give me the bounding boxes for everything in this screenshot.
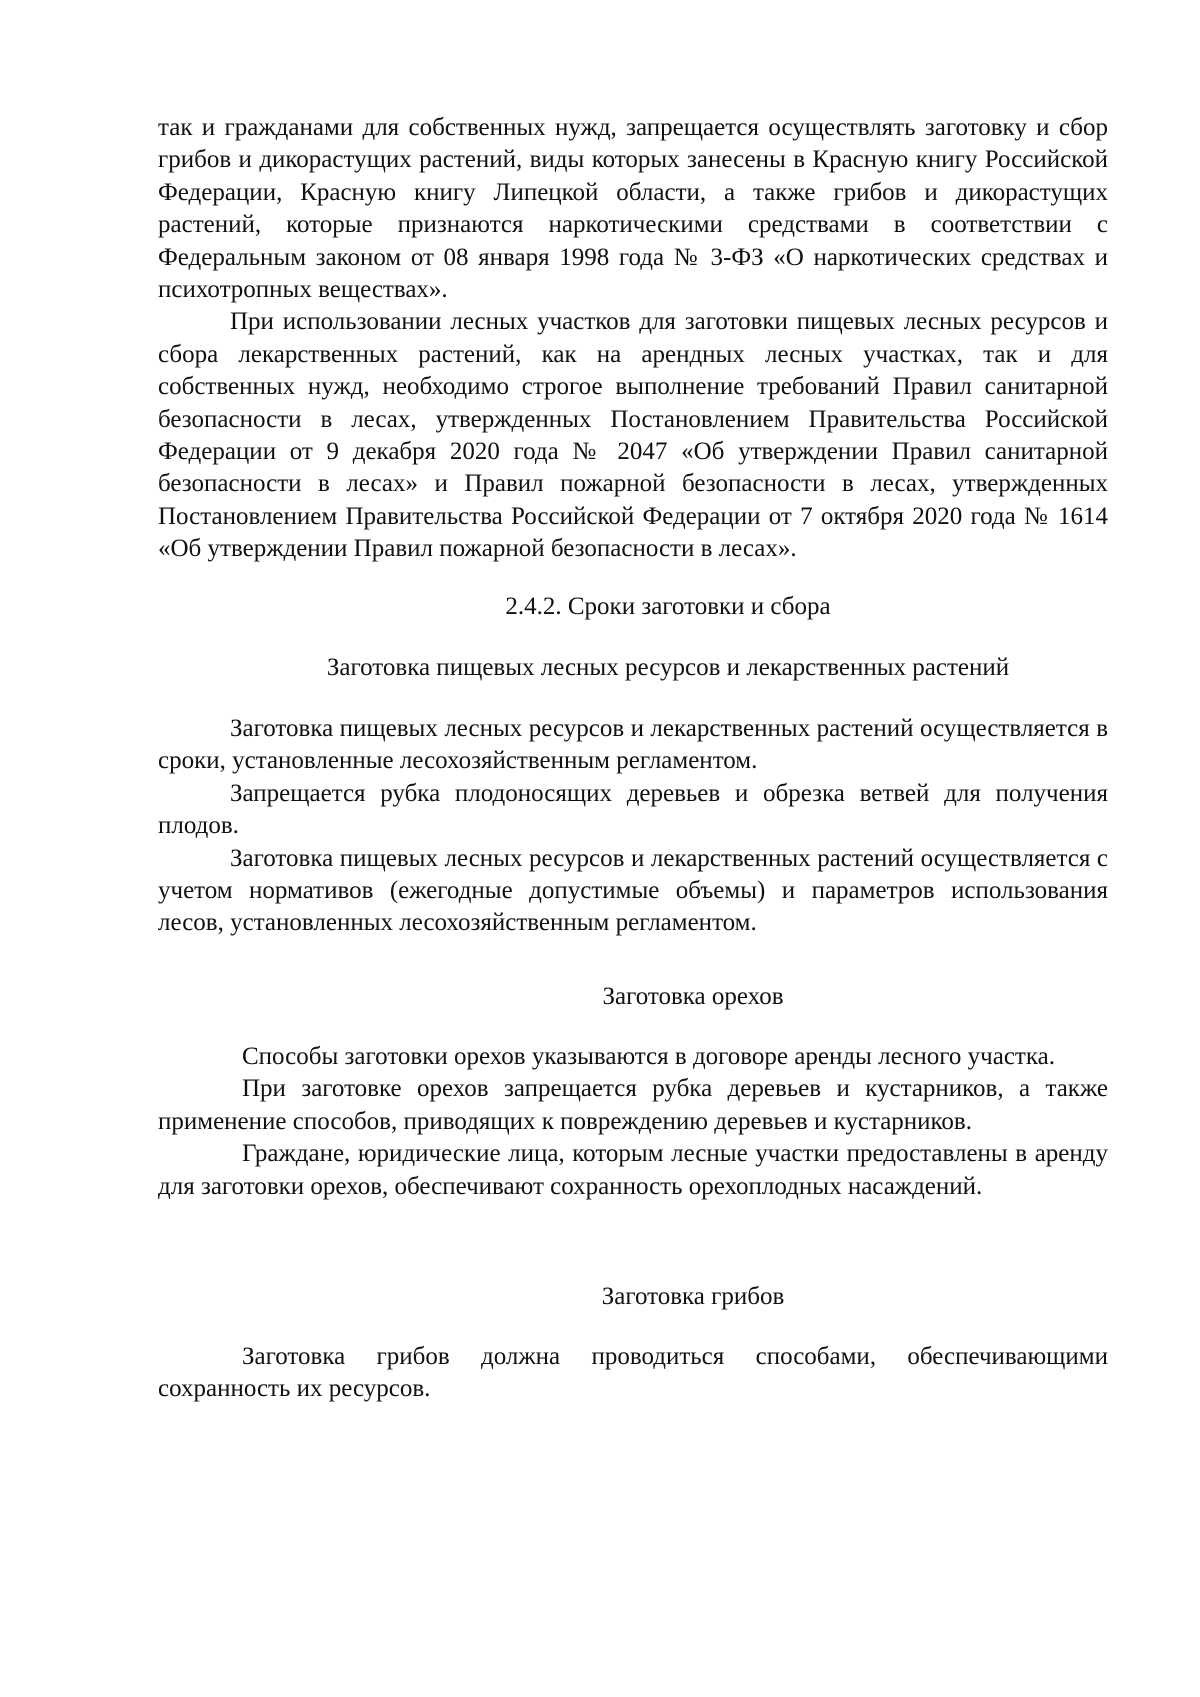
nuts-block: [158, 1041, 1108, 1203]
paragraph: Запрещается рубка плодоносящих деревьев и обрезка ветвей для получения плодов.: [158, 779, 1108, 840]
paragraph: Заготовка грибов должна проводиться способами, обеспечивающими сохранность их ресурсов.: [158, 1343, 1108, 1403]
mushrooms-block: [158, 1341, 1108, 1406]
paragraph: Заготовка пищевых лесных ресурсов и лекарственных растений осуществляется в сроки, установленные лесохозяйственным регламентом.: [158, 715, 1108, 775]
paragraph: При использовании лесных участков для заготовки пищевых лесных ресурсов и сбора лекарственных растений, как на арендных лесных участках, так и для собственных нужд, необходимо строгое выполнение требований Правил санитарной безопасности в лесах, утвержденных Постановлением Правительства Российской Федерации от 9 декабря 2020 года № 2047 «Об утверждении Правил санитарной безопасности в лесах» и Правил пожарной безопасности в лесах, утвержденных Постановлением Правительства Российской Федерации от 7 октября 2020 года № 1614 «Об утверждении Правил пожарной безопасности в лесах».: [158, 308, 1108, 563]
section-title: 2.4.2. Сроки заготовки и сбора: [505, 593, 831, 620]
paragraph: При заготовке орехов запрещается рубка деревьев и кустарников, а также применение способов, приводящих к повреждению деревьев и кустарников.: [158, 1075, 1108, 1135]
paragraph: Граждане, юридические лица, которым лесные участки предоставлены в аренду для заготовки орехов, обеспечивают сохранность орехоплодных насаждений.: [158, 1140, 1108, 1200]
intro-block: [158, 112, 1108, 566]
paragraph: Заготовка пищевых лесных ресурсов и лекарственных растений осуществляется с учетом нормативов (ежегодные допустимые объемы) и параметров использования лесов, установленных лесохозяйственным регламентом.: [158, 844, 1108, 937]
food-resources-block: [158, 713, 1108, 940]
subsection-heading: Заготовка грибов: [601, 1283, 785, 1310]
paragraph: так и гражданами для собственных нужд, запрещается осуществлять заготовку и сбор грибов и дикорастущих растений, виды которых занесены в Красную книгу Российской Федерации, Красную книгу Липецкой области, а также грибов и дикорастущих растений, которые признаются наркотическими средствами в соответствии с Федеральным законом от 08 января 1998 года № 3-ФЗ «О наркотических средствах и психотропных веществах».: [158, 114, 1108, 304]
subsection-heading: Заготовка орехов: [602, 983, 784, 1010]
paragraph: Способы заготовки орехов указываются в договоре аренды лесного участка.: [242, 1043, 1055, 1070]
subsection-heading: Заготовка пищевых лесных ресурсов и лекарственных растений: [326, 654, 1010, 681]
